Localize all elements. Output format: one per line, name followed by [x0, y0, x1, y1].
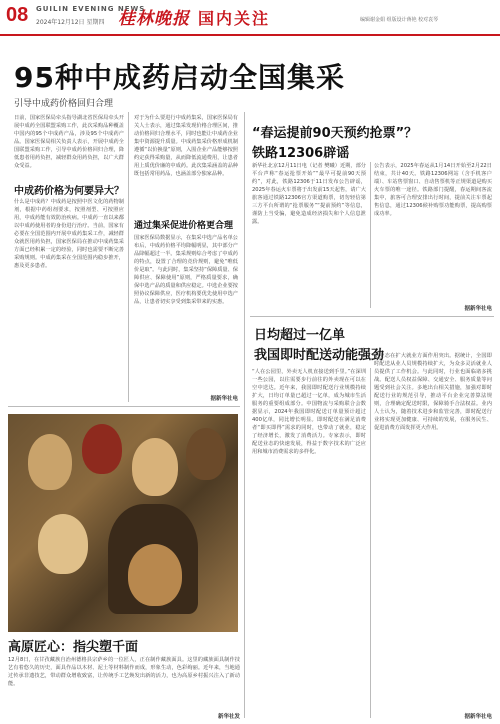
column-divider: [128, 112, 129, 402]
section-heading-collect: 通过集采促进价格更合理: [134, 221, 234, 231]
main-body-col2: 对于为什么要进行中成药集采，国家医保局有关人士表示，通过集采发现价格合理区间，推动价格回归合理水平，同时也能让中成药企业集中资源提升质量。中成药集采价格形成机制遵循“以价换量”原则，入围企业产品能够按照约定获得采购量，从而降低流通费用，让患者用上质优价廉的中成药。此次集采涵盖的品种既包括常用药品，也涵盖部分独家品种。: [134, 115, 238, 177]
issue-date: 2024年12月12日 星期四: [36, 19, 105, 26]
mask-figure: [28, 434, 72, 490]
section-title: 国内关注: [198, 9, 271, 28]
page-center-divider: [244, 112, 245, 718]
mask-craftsman-photo: [8, 414, 238, 632]
page-number: 08: [6, 4, 29, 26]
express-body-col1: “人在公园里，外卖无人机直接送到手里。”在深圳一些公园，以往需要步行前往的外卖现在可以在空中送达。近年来，我国即时配送行业规模持续扩大，日均订单量已超过一亿单，成为城市生活服务的重要组成部分。中国物流与采购联合会数据显示，2024年我国即时配送订单量预计超过400亿单，同比增长明显。即时配送在满足消费者“即买即得”需求的同时，也带动了就业，稳定了经济增长，激发了消费活力。专家表示，即时配送业态的快速发展，得益于数字技术的广泛应用和城市消费需求的多样化。: [252, 369, 366, 455]
main-headline: 95种中成药启动全国集采: [14, 61, 345, 94]
express-headline-1: 日均超过一亿单: [254, 328, 346, 343]
photo-credit: 新华社发: [217, 714, 240, 720]
mask-figure: [186, 428, 226, 480]
rail-body-col1: 新华社北京12月11日电（记者 樊曦）近期，部分平台声称“春运抢票开始”“最早可提前90天预约”，对此，铁路12306于11日发布公告辟谣，2025年春运火车票将于出发前15天起售，请广大旅客通过铁路12306官方渠道购票，切勿轻信第三方平台所谓的“抢票服务”“提前预约”等信息，谨防上当受骗，避免造成经济损失和个人信息泄露。: [252, 163, 366, 225]
mask-figure: [38, 514, 88, 574]
rail-subhead: 铁路12306辟谣: [252, 146, 350, 161]
main-subhead: 引导中成药价格回归合理: [14, 99, 114, 109]
paper-name-en: GUILIN EVENING NEWS: [36, 5, 146, 13]
main-body-col1: 什么是中成药？中成药是按照中医文化的药物制剂，根据中药组剂要求，按照剂型、可按照应用，中成药能有效防治疾病。中成药一直以来都以中成药使用者的身份进行治疗。当前，国家有必要在全国范围内开展中成药集采工作，减轻群众就医用药负担，国家医保局在推动中成药集采方面已经积累一定的经验，同时也需要不断完善采购规则。中成药集采在全国范围内稳步推开，惠及更多患者。: [14, 199, 124, 269]
photo-headline: 高原匠心：指尖塑千面: [8, 640, 139, 655]
rail-headline: “春运提前90天预约抢票”？: [252, 126, 418, 141]
main-intro: 日前，国家医保局牵头指导湖北省医保局牵头开展中成药全国联盟采购工作，此次采购品种覆盖中国内的95个中成药产品，涉及95个中成药产品。国家医保局相关负责人表示，开展中成药全国联盟采购工作，引导中成药价格回归合理，降低患者用药负担，减轻群众用药负担，以广大群众受益。: [14, 115, 124, 169]
page-header: [0, 0, 500, 36]
mask-figure: [82, 424, 122, 474]
express-headline-2: 我国即时配送动能强劲: [254, 348, 385, 363]
main-body-col2b: 国家医保局数据显示，在集采中选产品名单公布后，中成药价格平均降幅明显，其中部分产品降幅超过一半。集采规则综合考虑了中成药的特点，设置了合理的竞价规则，避免“唯低价是取”。与此同时，集采坚持“保障质量、保障供应、保障使用”原则，严格质量要求，确保中选产品的质量和供应稳定。中选企业要按照协议保障供应，医疗机构要优先使用中选产品，让患者切实享受到集采带来的实惠。: [134, 235, 238, 305]
section-divider: [250, 316, 494, 317]
mask-in-hand: [128, 544, 182, 606]
main-credit: 据新华社电: [210, 396, 238, 402]
paper-logo: 桂林晚报: [118, 9, 190, 29]
column-divider: [370, 368, 371, 718]
rail-credit: 据新华社电: [464, 306, 492, 312]
editor-credits: 编辑谢金娟 组版设计蒋艳 校对袁琴: [360, 17, 439, 23]
section-heading-price: 中成药价格为何要异大？: [14, 186, 124, 197]
mask-figure: [132, 438, 178, 496]
rail-body-col2: 公告表示，2025年春运从1月14日开始至2月22日结束，共计40天。铁路12306网站（含手机客户端）、车站售票窗口、自动售票机等正规渠道是购买火车票的唯一途径。铁路部门提醒，春运期间客流集中，旅客可合理安排出行时间，提前关注车票起售信息，通过12306候补购票功能购票，提高购票成功率。: [374, 163, 492, 217]
express-body-col2: 新业态在扩大就业方面作用突出。据统计，全国即时配送从业人员规模持续扩大，为众多灵活就业人员提供了工作机会。与此同时，行业也面临诸多挑战。配送人员权益保障、交通安全、服务质量等问题受到社会关注。多地出台相关措施，加强对即时配送行业的规范引导，推动平台企业完善算法规则，合理确定配送时限，保障骑手合法权益。业内人士认为，随着技术进步和监管完善，即时配送行业将实现更加健康、可持续的发展，在服务民生、促进消费方面发挥更大作用。: [374, 353, 492, 431]
section-divider: [8, 406, 240, 407]
column-divider: [370, 162, 371, 308]
photo-caption: 12月8日，在甘孜藏族自治州德格县宗萨乡的一位匠人，正在制作藏族面具。这里的藏族面具制作技艺有着悠久的历史，面具作品以木材、泥土等材料制作而成，形象生动，色彩绚丽。近年来，当地通过传承非遗技艺，带动群众增收致富，让传统手工艺焕发出新的活力，也为高原乡村振兴注入了新动能。: [8, 657, 240, 687]
express-credit: 据新华社电: [464, 714, 492, 720]
